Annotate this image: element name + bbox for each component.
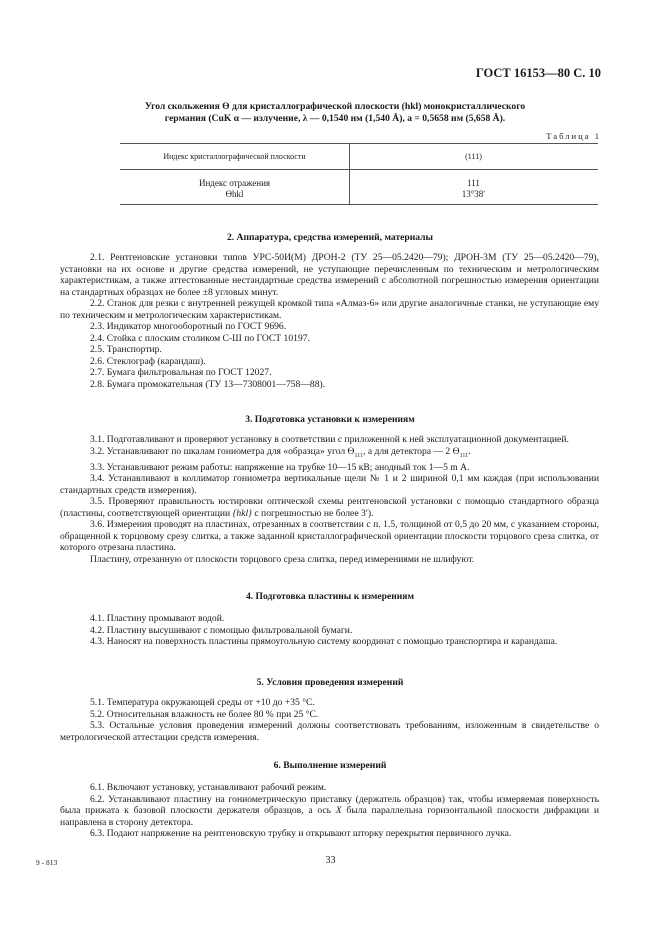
paragraph-4-1: 4.1. Пластину промывают водой. — [90, 613, 225, 624]
footer-code: 9 - 813 — [36, 858, 58, 867]
paragraph-2-7: 2.7. Бумага фильтровальная по ГОСТ 12027. — [90, 367, 272, 378]
table-row-label-2: ϴhkl — [225, 189, 244, 199]
paragraph-3-2-text-c: . — [468, 445, 471, 457]
paragraph-6-3: 6.3. Подают напряжение на рентгеновскую трубку и открывают шторку перекрытия первичного лучка. — [90, 828, 512, 839]
paragraph-2-8: 2.8. Бумага промокательная (ТУ 13—7308001—758—88). — [90, 378, 326, 390]
section-5-title: 5. Условия проведения измерений — [256, 677, 404, 688]
section-4-title: 4. Подготовка пластины к измерениям — [245, 591, 415, 602]
paragraph-6-2 — [60, 794, 599, 829]
paragraph-2-1: 2.1. Рентгеновские установки типов УРС-50И(М) ДРОН-2 (ТУ 25—05.2420—79); ДРОН-3М (ТУ 25—05.2420—79), установки на их основе и другие средства измерений, не уступающие перечисленным по техническим и метрологическим характеристикам, а также аттестованные нестандартные средства измерений с абсолютной погрешностью измерения ориентации на стандартных образцах не более ±8 угловых минут. — [60, 252, 599, 298]
table-rule-bottom — [120, 204, 598, 205]
table-row-value-1: 111 — [467, 178, 480, 188]
table-rule-mid — [120, 169, 598, 170]
paragraph-6-2-text-a: 6.2. Устанавливают пластину на гониометрическую приставку (держатель образцов) так, чтобы измеряемая поверхность была прижата к базовой плоскости держателя образцов, а ось — [60, 793, 599, 816]
table-row-value-2: 13°38′ — [461, 189, 486, 199]
page-header: ГОСТ 16153—80 С. 10 — [475, 66, 601, 80]
table-head-left: Индекс кристаллографической плоскости — [163, 152, 306, 161]
section-3-body — [60, 434, 599, 565]
paragraph-4-3: 4.3. Наносят на поверхность пластины прямоугольную систему координат с помощью транспортира и карандаша. — [90, 636, 558, 647]
table-label: Таблица 1 — [546, 131, 601, 141]
paragraph-2-2: 2.2. Станок для резки с внутренней режущей кромкой типа «Алмаз-6» или другие аналогичные станки, не уступающие ему по техническим и метрологическим характеристикам. — [60, 298, 599, 321]
paragraph-6-1: 6.1. Включают установку, устанавливают рабочий режим. — [90, 782, 327, 793]
paragraph-3-1: 3.1. Подготавливают и проверяют установку в соответствии с приложенной к ней эксплуатационной документацией. — [90, 434, 569, 445]
paragraph-3-5-hkl: {hkl} — [232, 507, 252, 519]
paragraph-3-5-text-b: с погрешностью не более 3′). — [252, 507, 374, 519]
paragraph-3-3: 3.3. Устанавливают режим работы: напряжение на трубке 10—15 кВ; анодный ток 1—5 m А. — [90, 461, 470, 473]
paragraph-5-3: 5.3. Остальные условия проведения измерений должны соответствовать требованиям, изложенным в свидетельстве о метрологической аттестации средств измерения. — [60, 720, 599, 743]
paragraph-5-1: 5.1. Температура окружающей среды от +10 до +35 °С. — [90, 697, 315, 708]
section-2-body — [60, 252, 599, 390]
paragraph-5-2: 5.2. Относительная влажность не более 80 % при 25 °С. — [90, 708, 319, 720]
paragraph-3-2 — [60, 446, 599, 462]
paragraph-3-2-text-b: , а для детектора — 2 ϴ — [363, 445, 460, 457]
table-caption — [120, 101, 550, 125]
data-table — [120, 143, 598, 204]
page-number: 33 — [325, 855, 336, 866]
section-2-title: 2. Аппаратура, средства измерений, материалы — [226, 232, 434, 243]
caption-line-2: германия (CuK α — излучение, λ — 0,1540 нм (1,540 Å), a = 0,5658 нм (5,658 Å). — [164, 113, 506, 124]
paragraph-3-2-sub-2: 111 — [459, 452, 469, 459]
table-rule-top — [120, 143, 598, 144]
paragraph-3-2-text-a: 3.2. Устанавливают по шкалам гониометра для «образца» угол ϴ — [90, 445, 355, 457]
section-6-title: 6. Выполнение измерений — [273, 760, 387, 771]
table-head-right: (111) — [465, 152, 482, 161]
paragraph-4-2: 4.2. Пластину высушивают с помощью фильтровальной бумаги. — [90, 624, 353, 636]
section-5-body — [60, 697, 599, 743]
section-3-title: 3. Подготовка установки к измерениям — [245, 414, 415, 425]
paragraph-2-5: 2.5. Транспортир. — [90, 344, 162, 355]
paragraph-6-2-text-b: была параллельна горизонтальной плоскости дифракции и направлена в сторону детектора. — [60, 805, 599, 828]
paragraph-3-6: 3.6. Измерения проводят на пластинах, отрезанных в соответствии с п. 1.5, толщиной от 0,5 до 20 мм, с указанием стороны, обращенной к торцовому срезу слитка, а также заданной кристаллографической ориентации плоскости торцового среза слитка, от которого отрезана пластина. — [60, 519, 599, 554]
section-6-body — [60, 782, 599, 840]
paragraph-3-7: Пластину, отрезанную от плоскости торцового среза слитка, перед измерениями не шлифуют. — [90, 553, 475, 565]
caption-line-1: Угол скольжения ϴ для кристаллографической плоскости (hkl) монокристаллического — [144, 101, 526, 112]
paragraph-2-3: 2.3. Индикатор многооборотный по ГОСТ 9696. — [90, 321, 287, 332]
paragraph-3-5-text-a: 3.5. Проверяют правильность юстировки оптической схемы рентгеновской установки с помощью стандартного образца (пластины, соответствующей ориентации — [60, 496, 599, 519]
paragraph-6-2-axis-x: X — [335, 805, 342, 816]
paragraph-3-2-sub-1: 111 — [354, 452, 364, 459]
paragraph-3-4: 3.4. Устанавливают в коллиматор гониометра вертикальные щели № 1 и 2 шириной 0,1 мм каждая (при использовании стандартных средств измерения). — [60, 473, 599, 496]
paragraph-2-4: 2.4. Стойка с плоским столиком С-Ш по ГОСТ 10197. — [90, 332, 310, 344]
paragraph-3-5 — [60, 496, 599, 519]
table-row-label-1: Индекс отражения — [198, 178, 271, 188]
paragraph-2-6: 2.6. Стеклограф (карандаш). — [90, 355, 206, 367]
section-4-body — [60, 613, 599, 648]
